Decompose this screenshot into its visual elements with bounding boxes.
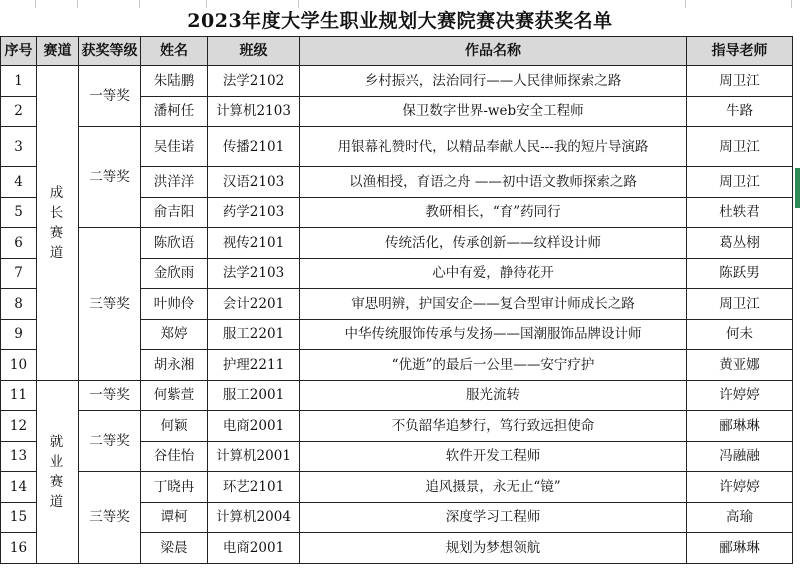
grid-cell[interactable]: [140, 0, 207, 8]
header-work[interactable]: 作品名称: [300, 37, 687, 66]
table-row: [1, 380, 793, 411]
cell-seq[interactable]: 6: [1, 228, 37, 259]
previous-row-strip: [0, 0, 800, 8]
cell-level[interactable]: 一等奖: [79, 66, 141, 127]
cell-name[interactable]: 叶帅伶: [141, 289, 208, 320]
cell-name[interactable]: 谷佳怡: [141, 441, 208, 472]
cell-level[interactable]: 二等奖: [79, 411, 141, 472]
cell-work[interactable]: 中华传统服饰传承与发扬——国潮服饰品牌设计师: [300, 319, 687, 350]
cell-class[interactable]: 电商2001: [208, 533, 300, 564]
cell-level[interactable]: 三等奖: [79, 472, 141, 564]
cell-name[interactable]: 梁晨: [141, 533, 208, 564]
cell-work[interactable]: 传统活化，传承创新——纹样设计师: [300, 228, 687, 259]
track-label: 成长赛道: [49, 184, 66, 261]
cell-work[interactable]: 审思明辨，护国安企——复合型审计师成长之路: [300, 289, 687, 320]
grid-cell[interactable]: [0, 0, 36, 8]
cell-advisor[interactable]: 周卫江: [687, 167, 793, 198]
cell-class[interactable]: 会计2201: [208, 289, 300, 320]
cell-seq[interactable]: 7: [1, 258, 37, 289]
cell-seq[interactable]: 11: [1, 380, 37, 411]
cell-class[interactable]: 法学2102: [208, 66, 300, 97]
grid-cell[interactable]: [686, 0, 792, 8]
table-row: [1, 127, 793, 167]
cell-advisor[interactable]: 黄亚娜: [687, 350, 793, 381]
cell-class[interactable]: 法学2103: [208, 258, 300, 289]
cell-work[interactable]: 深度学习工程师: [300, 502, 687, 533]
cell-class[interactable]: 环艺2101: [208, 472, 300, 503]
cell-name[interactable]: 潘柯任: [141, 96, 208, 127]
cell-advisor[interactable]: 周卫江: [687, 66, 793, 97]
cell-advisor[interactable]: 冯融融: [687, 441, 793, 472]
cell-name[interactable]: 胡永湘: [141, 350, 208, 381]
cell-work[interactable]: 不负韶华追梦行，笃行致远担使命: [300, 411, 687, 442]
cell-seq[interactable]: 4: [1, 167, 37, 198]
header-row: [1, 37, 793, 66]
table-row: [1, 472, 793, 503]
sheet-title[interactable]: 2023年度大学生职业规划大赛院赛决赛获奖名单: [187, 10, 613, 32]
cell-advisor[interactable]: 许婷婷: [687, 380, 793, 411]
cell-work[interactable]: “优逝”的最后一公里——安宁疗护: [300, 350, 687, 381]
cell-class[interactable]: 计算机2004: [208, 502, 300, 533]
cell-advisor[interactable]: 郦琳琳: [687, 533, 793, 564]
award-table: [0, 36, 793, 564]
cell-name[interactable]: 丁晓冉: [141, 472, 208, 503]
cell-seq[interactable]: 15: [1, 502, 37, 533]
header-class[interactable]: 班级: [208, 37, 300, 66]
cell-seq[interactable]: 10: [1, 350, 37, 381]
grid-cell[interactable]: [78, 0, 140, 8]
cell-work[interactable]: 软件开发工程师: [300, 441, 687, 472]
grid-cell[interactable]: [299, 0, 686, 8]
cell-seq[interactable]: 8: [1, 289, 37, 320]
cell-advisor[interactable]: 葛丛栩: [687, 228, 793, 259]
cell-name[interactable]: 俞吉阳: [141, 197, 208, 228]
cell-work[interactable]: 用银幕礼赞时代，以精品奉献人民---我的短片导演路: [300, 127, 687, 167]
table-row: [1, 228, 793, 259]
cell-level[interactable]: 三等奖: [79, 228, 141, 381]
cell-class[interactable]: 护理2211: [208, 350, 300, 381]
cell-work[interactable]: 保卫数字世界-web安全工程师: [300, 96, 687, 127]
cell-advisor[interactable]: 陈跃男: [687, 258, 793, 289]
grid-cell[interactable]: [207, 0, 299, 8]
cell-advisor[interactable]: 何未: [687, 319, 793, 350]
cell-name[interactable]: 何颖: [141, 411, 208, 442]
cell-name[interactable]: 谭柯: [141, 502, 208, 533]
cell-class[interactable]: 计算机2103: [208, 96, 300, 127]
header-name[interactable]: 姓名: [141, 37, 208, 66]
cell-advisor[interactable]: 高瑜: [687, 502, 793, 533]
header-level[interactable]: 获奖等级: [79, 37, 141, 66]
cell-advisor[interactable]: 杜轶君: [687, 197, 793, 228]
cell-advisor[interactable]: 许婷婷: [687, 472, 793, 503]
cell-advisor[interactable]: 郦琳琳: [687, 411, 793, 442]
cell-seq[interactable]: 12: [1, 411, 37, 442]
cell-class[interactable]: 视传2101: [208, 228, 300, 259]
cell-name[interactable]: 洪洋洋: [141, 167, 208, 198]
cell-advisor[interactable]: 周卫江: [687, 289, 793, 320]
cell-seq[interactable]: 14: [1, 472, 37, 503]
table-row: [1, 411, 793, 442]
active-cell-indicator: [795, 168, 800, 208]
cell-work[interactable]: 追风摄景，永无止“镜”: [300, 472, 687, 503]
cell-work[interactable]: 乡村振兴，法治同行——人民律师探索之路: [300, 66, 687, 97]
cell-name[interactable]: 朱陆鹏: [141, 66, 208, 97]
cell-advisor[interactable]: 牛路: [687, 96, 793, 127]
cell-seq[interactable]: 13: [1, 441, 37, 472]
cell-work[interactable]: 服光流转: [300, 380, 687, 411]
header-seq[interactable]: 序号: [1, 37, 37, 66]
table-row: [1, 66, 793, 97]
header-track[interactable]: 赛道: [37, 37, 79, 66]
cell-seq[interactable]: 9: [1, 319, 37, 350]
cell-work[interactable]: 规划为梦想领航: [300, 533, 687, 564]
cell-class[interactable]: 传播2101: [208, 127, 300, 167]
header-advisor[interactable]: 指导老师: [687, 37, 793, 66]
cell-work[interactable]: 心中有爱，静待花开: [300, 258, 687, 289]
cell-seq[interactable]: 16: [1, 533, 37, 564]
cell-work[interactable]: 教研相长，“育”药同行: [300, 197, 687, 228]
cell-name[interactable]: 金欣雨: [141, 258, 208, 289]
cell-class[interactable]: 服工2001: [208, 380, 300, 411]
cell-class[interactable]: 电商2001: [208, 411, 300, 442]
cell-seq[interactable]: 5: [1, 197, 37, 228]
cell-name[interactable]: 郑婷: [141, 319, 208, 350]
cell-name[interactable]: 陈欣语: [141, 228, 208, 259]
cell-name[interactable]: 吴佳诺: [141, 127, 208, 167]
cell-work[interactable]: 以渔相授，育语之舟 ——初中语文教师探索之路: [300, 167, 687, 198]
cell-level[interactable]: 一等奖: [79, 380, 141, 411]
cell-seq[interactable]: 1: [1, 66, 37, 97]
cell-class[interactable]: 药学2103: [208, 197, 300, 228]
grid-cell[interactable]: [36, 0, 78, 8]
cell-class[interactable]: 计算机2001: [208, 441, 300, 472]
cell-name[interactable]: 何紫萱: [141, 380, 208, 411]
track-label: 就业赛道: [49, 433, 66, 510]
cell-seq[interactable]: 2: [1, 96, 37, 127]
cell-advisor[interactable]: 周卫江: [687, 127, 793, 167]
cell-level[interactable]: 二等奖: [79, 127, 141, 228]
cell-track-employment[interactable]: [37, 380, 79, 563]
cell-seq[interactable]: 3: [1, 127, 37, 167]
cell-class[interactable]: 汉语2103: [208, 167, 300, 198]
cell-class[interactable]: 服工2201: [208, 319, 300, 350]
cell-track-growth[interactable]: [37, 66, 79, 381]
